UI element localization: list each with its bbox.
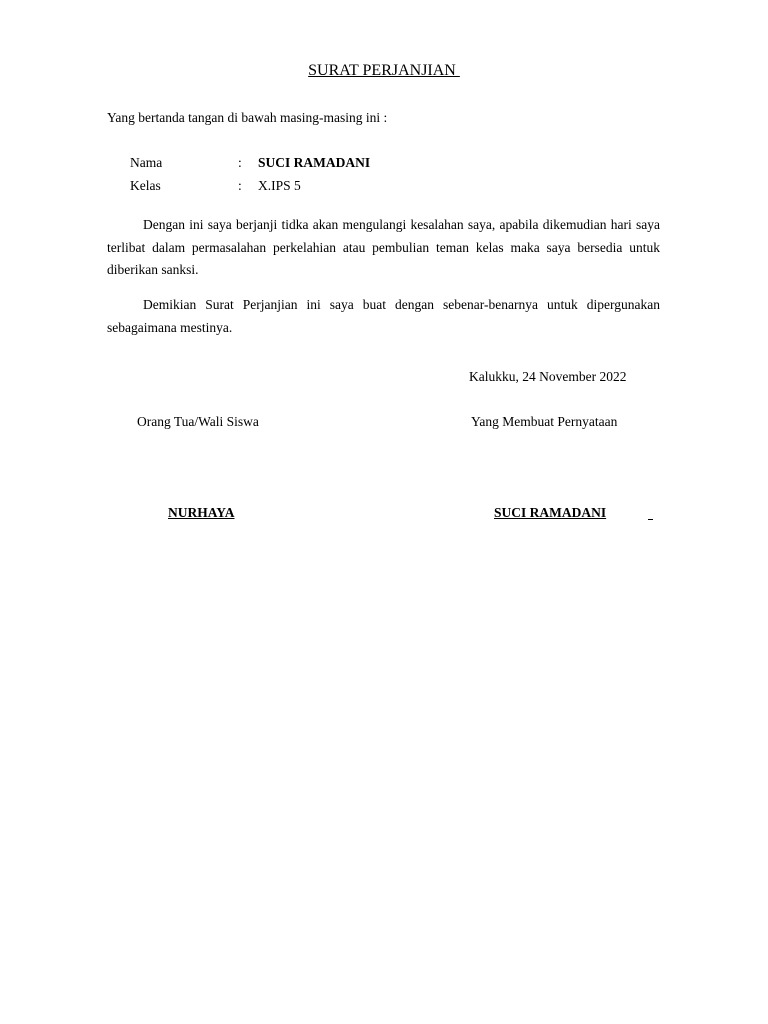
place-date: Kalukku, 24 November 2022 xyxy=(469,369,627,384)
signature-name-parent: NURHAYA xyxy=(168,505,235,520)
field-value-kelas: X.IPS 5 xyxy=(258,178,301,193)
field-value-nama: SUCI RAMADANI xyxy=(258,155,371,170)
field-colon: : xyxy=(238,155,242,170)
signature-name-student: SUCI RAMADANI xyxy=(494,505,607,520)
document-title: SURAT PERJANJIAN xyxy=(308,62,460,79)
signature-label-student: Yang Membuat Pernyataan xyxy=(471,414,618,429)
field-label-nama: Nama xyxy=(130,155,163,170)
intro-text: Yang bertanda tangan di bawah masing-masing ini : xyxy=(107,110,388,125)
paragraph-promise: Dengan ini saya berjanji tidka akan mengulangi kesalahan saya, apabila dikemudian hari saya terlibat dalam permasalahan perkelahian atau pembulian teman kelas maka saya bersedia untuk diberikan sanksi. xyxy=(107,217,660,277)
trailing-underline xyxy=(648,519,653,520)
field-colon: : xyxy=(238,178,242,193)
paragraph-closing: Demikian Surat Perjanjian ini saya buat dengan sebenar-benarnya untuk dipergunakan sebagaimana mestinya. xyxy=(107,297,660,335)
signature-label-parent: Orang Tua/Wali Siswa xyxy=(137,414,259,429)
field-label-kelas: Kelas xyxy=(130,178,161,193)
